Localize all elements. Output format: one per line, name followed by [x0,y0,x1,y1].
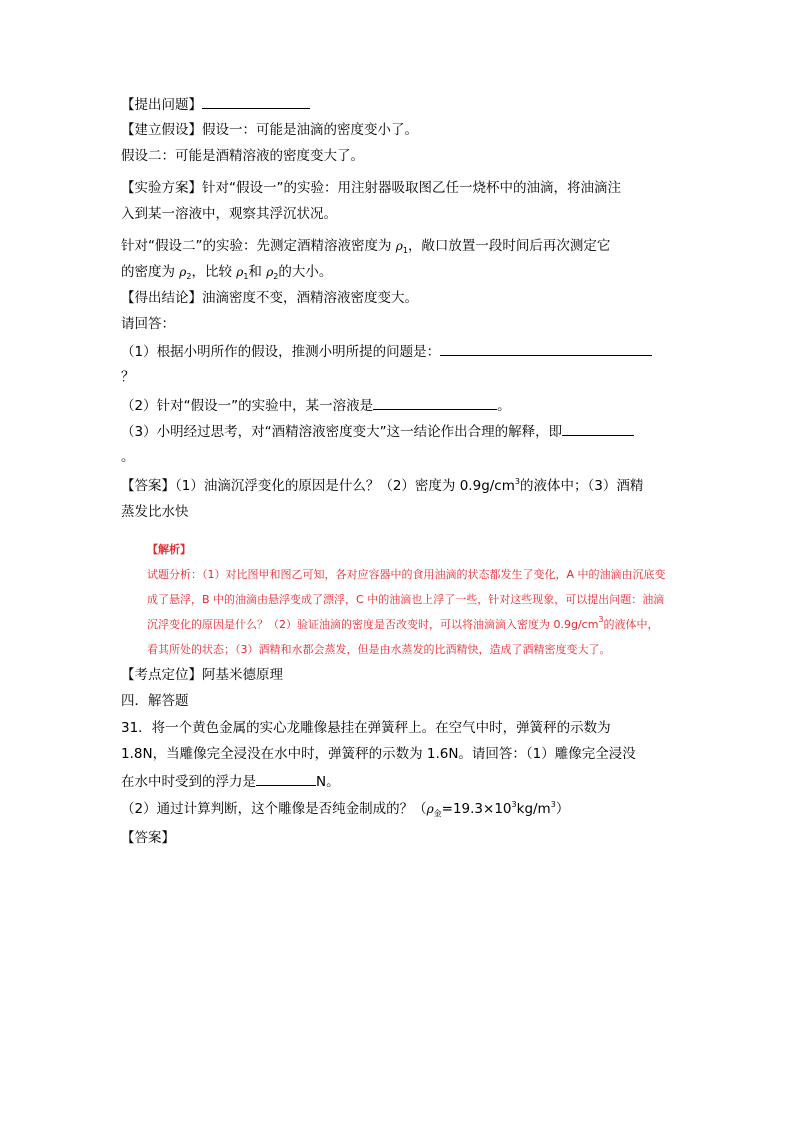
conclusion: 【得出结论】油滴密度不变，酒精溶液密度变大。 [121,290,418,306]
analysis-line-4: 看其所处的状态；（3）酒精和水都会蒸发，但是由水蒸发的比酒精快，造成了酒精密度变大了。 [147,643,611,656]
hypothesis-one: 【建立假设】假设一：可能是油滴的密度变小了。 [121,122,418,138]
answer-line-2: 蒸发比水快 [121,504,189,520]
experiment-two-line-1: 针对“假设二”的实验：先测定酒精溶液密度为 $\rho_1$，敞口放置一段时间后再次测定它 [121,238,611,255]
experiment-two-line-2: 的密度为 $\rho_2$，比较 $\rho_1$和 $\rho_2$的大小。 [121,264,333,281]
experiment-plan-line-2: 入到某一溶液中，观察其浮沉状况。 [121,206,337,222]
sub-question-3: （3）小明经过思考，对“酒精溶液密度变大”这一结论作出合理的解释，即 [121,421,681,442]
problem-31-line-2: 1.8N，当雕像完全浸没在水中时，弹簧秤的示数为 1.6N。请回答：（1）雕像完全浸没 [121,746,636,762]
analysis-title: 【解析】 [147,543,191,556]
knowledge-point: 【考点定位】阿基米德原理 [121,667,283,683]
analysis-line-3: 沉浮变化的原因是什么？（2）验证油滴的密度是否改变时，可以将油滴滴入密度为 $0.9g/cm^3$的液体中， [147,615,659,631]
please-answer: 请回答： [121,316,175,332]
hypothesis-two: 假设二：可能是酒精溶液的密度变大了。 [121,148,364,164]
answer-blank [562,421,634,436]
answer-blank [373,395,497,410]
question-prompt-line: 【提出问题】 [121,94,681,115]
answer-blank [202,94,310,109]
answer-heading: 【答案】 [121,830,175,846]
problem-31-line-3: 在水中时受到的浮力是 N。 [121,771,681,792]
answer-blank [256,771,316,786]
experiment-plan-line-1: 【实验方案】针对“假设一”的实验：用注射器吸取图乙任一烧杯中的油滴，将油滴注 [121,180,621,196]
analysis-line-1: 试题分析：（1）对比图甲和图乙可知，各对应容器中的食用油滴的状态都发生了变化，A 中的油滴由沉底变 [147,568,666,581]
answer-line-1: 【答案】（1）油滴沉浮变化的原因是什么？（2）密度为 $0.9g/cm^3$的液体中；（3）酒精 [121,477,644,494]
section-heading: 四．解答题 [121,693,189,709]
sub-question-2: （2）针对“假设一”的实验中，某一溶液是 。 [121,395,681,416]
analysis-line-2: 成了悬浮，B 中的油滴由悬浮变成了漂浮，C 中的油滴也上浮了一些，针对这些现象，可以提出问题：油滴 [147,593,665,606]
sub-question-1-end: ？ [121,369,135,385]
rho-symbol: ρ [395,239,403,253]
problem-31-line-1: 31．将一个黄色金属的实心龙雕像悬挂在弹簧秤上。在空气中时，弹簧秤的示数为 [121,720,611,736]
sub-question-1: （1）根据小明所作的假设，推测小明所提的问题是： [121,341,681,362]
sub-question-3-end: 。 [121,449,135,465]
answer-blank [440,341,652,356]
problem-31-line-4: （2）通过计算判断，这个雕像是否纯金制成的？$(\rho_金=19.3\times 10^3kg/m^3)$ [121,800,570,818]
